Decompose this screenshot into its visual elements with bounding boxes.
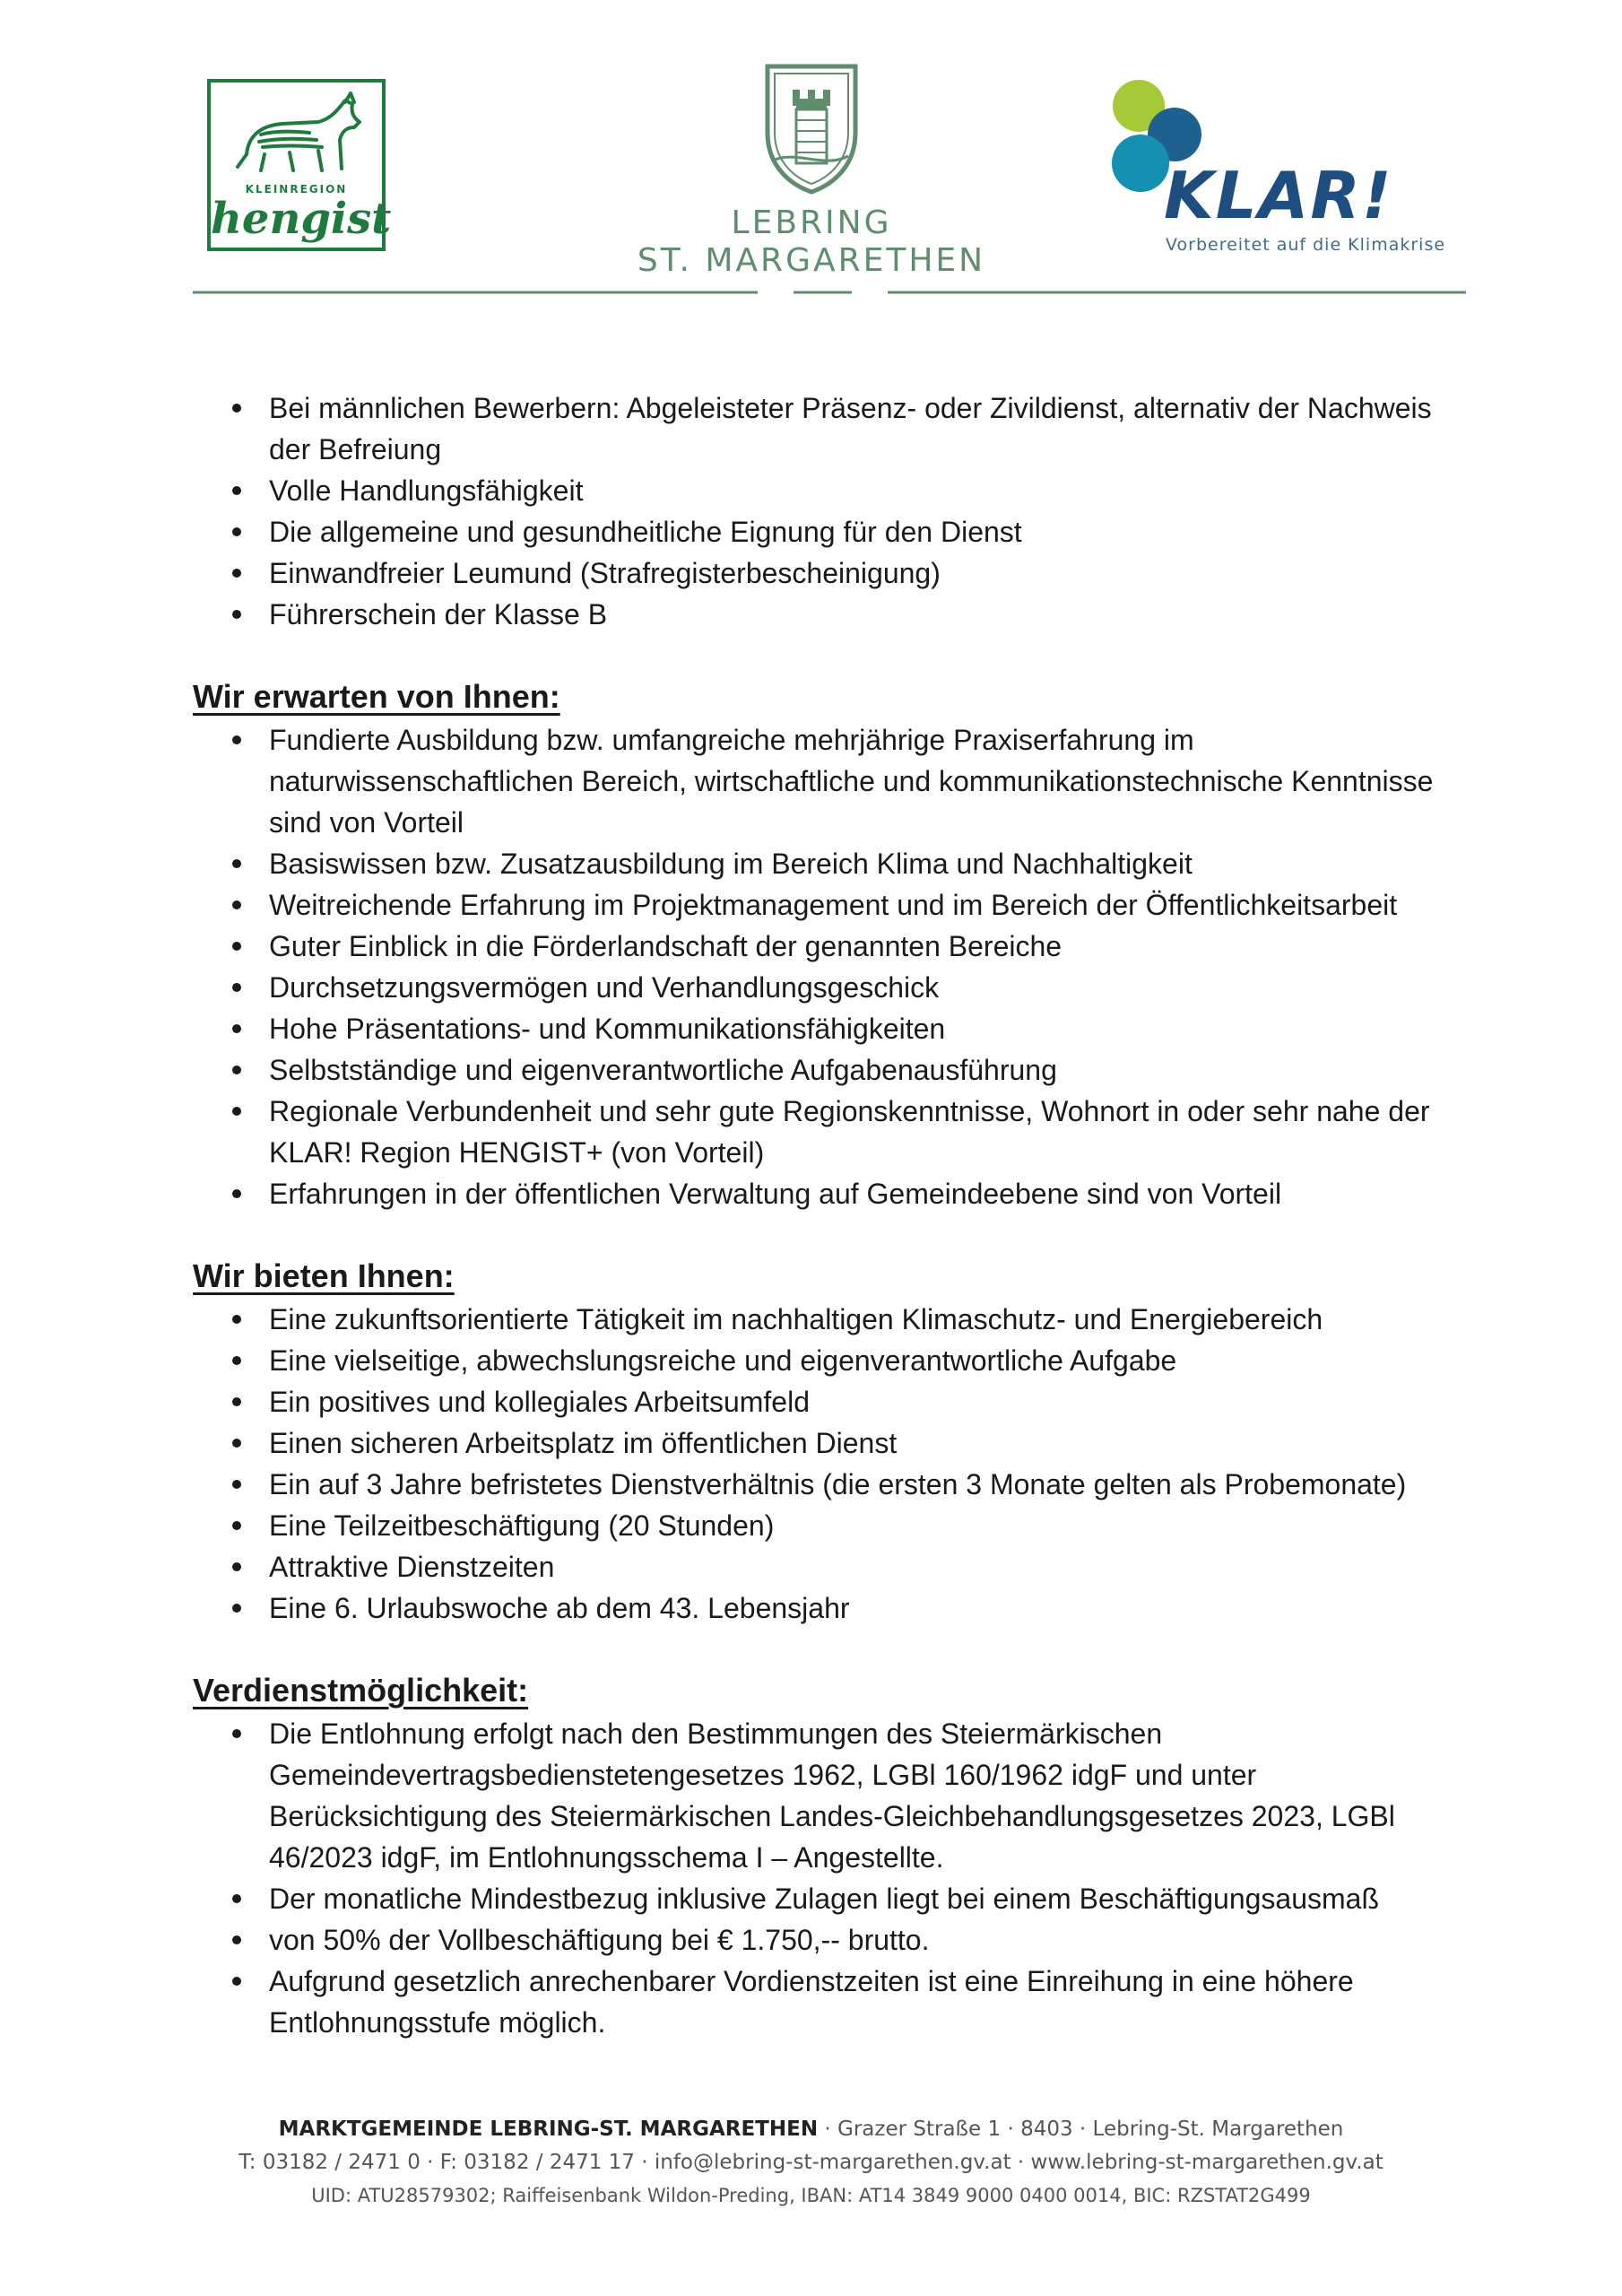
list-item: Eine Teilzeitbeschäftigung (20 Stunden) xyxy=(193,1505,1466,1546)
list-item: Eine zukunftsorientierte Tätigkeit im nachhaltigen Klimaschutz- und Energiebereich xyxy=(193,1299,1466,1340)
klar-logo xyxy=(1103,77,1479,265)
list-item: Selbstständige und eigenverantwortliche Aufgabenausführung xyxy=(193,1049,1466,1091)
list-item: von 50% der Vollbeschäftigung bei € 1.750,-- brutto. xyxy=(193,1919,1466,1961)
footer-organisation-name: MARKTGEMEINDE LEBRING-ST. MARGARETHEN xyxy=(278,2118,819,2141)
list-item: Fundierte Ausbildung bzw. umfangreiche mehrjährige Praxiserfahrung im naturwissenschaftlichen Bereich, wirtschaftliche und kommunikationstechnische Kenntnisse sind von Vorteil xyxy=(193,719,1466,843)
footer-address-line xyxy=(0,2113,1622,2146)
section-heading: Verdienstmöglichkeit: xyxy=(193,1672,529,1709)
list-item: Regionale Verbundenheit und sehr gute Regionskenntnisse, Wohnort in oder sehr nahe der KLAR! Region HENGIST+ (von Vorteil) xyxy=(193,1091,1466,1173)
list-item: Ein positives und kollegiales Arbeitsumfeld xyxy=(193,1381,1466,1422)
letterhead xyxy=(0,0,1622,305)
hengist-logo xyxy=(207,79,392,251)
offer-list xyxy=(193,1299,1466,1629)
list-item: Führerschein der Klasse B xyxy=(193,594,1466,635)
hengist-logo-wordmark: hengist xyxy=(211,194,392,244)
lebring-logo xyxy=(628,61,995,285)
hengist-logo-small-text: KLEINREGION xyxy=(245,183,348,196)
salary-list xyxy=(193,1713,1466,2043)
klar-logo-tagline: Vorbereitet auf die Klimakrise xyxy=(1166,235,1446,255)
list-item: Einwandfreier Leumund (Strafregisterbescheinigung) xyxy=(193,552,1466,594)
footer-contact: T: 03182 / 2471 0 · F: 03182 / 2471 17 · info@lebring-st-margarethen.gv.at · www.lebring-st-margarethen.gv.at xyxy=(239,2151,1383,2174)
list-item: Eine 6. Urlaubswoche ab dem 43. Lebensjahr xyxy=(193,1587,1466,1629)
list-item: Weitreichende Erfahrung im Projektmanagement und im Bereich der Öffentlichkeitsarbeit xyxy=(193,884,1466,926)
section-heading: Wir erwarten von Ihnen: xyxy=(193,678,560,715)
lebring-logo-line1: LEBRING xyxy=(731,204,892,241)
requirements-list xyxy=(193,387,1466,635)
lebring-logo-line2: ST. MARGARETHEN xyxy=(637,242,986,279)
footer-bank-details: UID: ATU28579302; Raiffeisenbank Wildon-Preding, IBAN: AT14 3849 9000 0400 0014, BIC: RZSTAT2G499 xyxy=(311,2185,1311,2206)
horse-icon xyxy=(211,83,382,190)
footer-address: · Grazer Straße 1 · 8403 · Lebring-St. Margarethen xyxy=(818,2118,1344,2141)
list-item: Einen sicheren Arbeitsplatz im öffentlichen Dienst xyxy=(193,1422,1466,1464)
list-item: Der monatliche Mindestbezug inklusive Zulagen liegt bei einem Beschäftigungsausmaß xyxy=(193,1878,1466,1919)
page-footer xyxy=(0,2113,1622,2213)
list-item: Aufgrund gesetzlich anrechenbarer Vordienstzeiten ist eine Einreihung in eine höhere Entlohnungsstufe möglich. xyxy=(193,1961,1466,2043)
castle-crest-icon xyxy=(762,61,861,196)
list-item: Volle Handlungsfähigkeit xyxy=(193,470,1466,511)
section-heading: Wir bieten Ihnen: xyxy=(193,1257,455,1294)
list-item: Guter Einblick in die Förderlandschaft der genannten Bereiche xyxy=(193,926,1466,967)
list-item: Die Entlohnung erfolgt nach den Bestimmungen des Steiermärkischen Gemeindevertragsbedienstetengesetzes 1962, LGBl 160/1962 idgF und unter Berücksichtigung des Steiermärkischen Landes-Gleichbehandlungsgesetzes 2023, LGBl 46/2023 idgF, im Entlohnungsschema I – Angestellte. xyxy=(193,1713,1466,1878)
header-divider xyxy=(193,289,1466,296)
list-item: Eine vielseitige, abwechslungsreiche und eigenverantwortliche Aufgabe xyxy=(193,1340,1466,1381)
list-item: Hohe Präsentations- und Kommunikationsfähigkeiten xyxy=(193,1008,1466,1049)
section-salary xyxy=(193,1668,1466,2043)
document-body xyxy=(193,387,1466,2043)
klar-logo-wordmark: KLAR! xyxy=(1164,158,1393,233)
section-expectations xyxy=(193,674,1466,1214)
list-item: Die allgemeine und gesundheitliche Eignung für den Dienst xyxy=(193,511,1466,552)
list-item: Durchsetzungsvermögen und Verhandlungsgeschick xyxy=(193,967,1466,1008)
list-item: Basiswissen bzw. Zusatzausbildung im Bereich Klima und Nachhaltigkeit xyxy=(193,843,1466,884)
list-item: Erfahrungen in der öffentlichen Verwaltung auf Gemeindeebene sind von Vorteil xyxy=(193,1173,1466,1214)
section-offer xyxy=(193,1254,1466,1629)
list-item: Bei männlichen Bewerbern: Abgeleisteter Präsenz- oder Zivildienst, alternativ der Nachweis der Befreiung xyxy=(193,387,1466,470)
list-item: Attraktive Dienstzeiten xyxy=(193,1546,1466,1587)
expectations-list xyxy=(193,719,1466,1214)
list-item: Ein auf 3 Jahre befristetes Dienstverhältnis (die ersten 3 Monate gelten als Probemonate) xyxy=(193,1464,1466,1505)
